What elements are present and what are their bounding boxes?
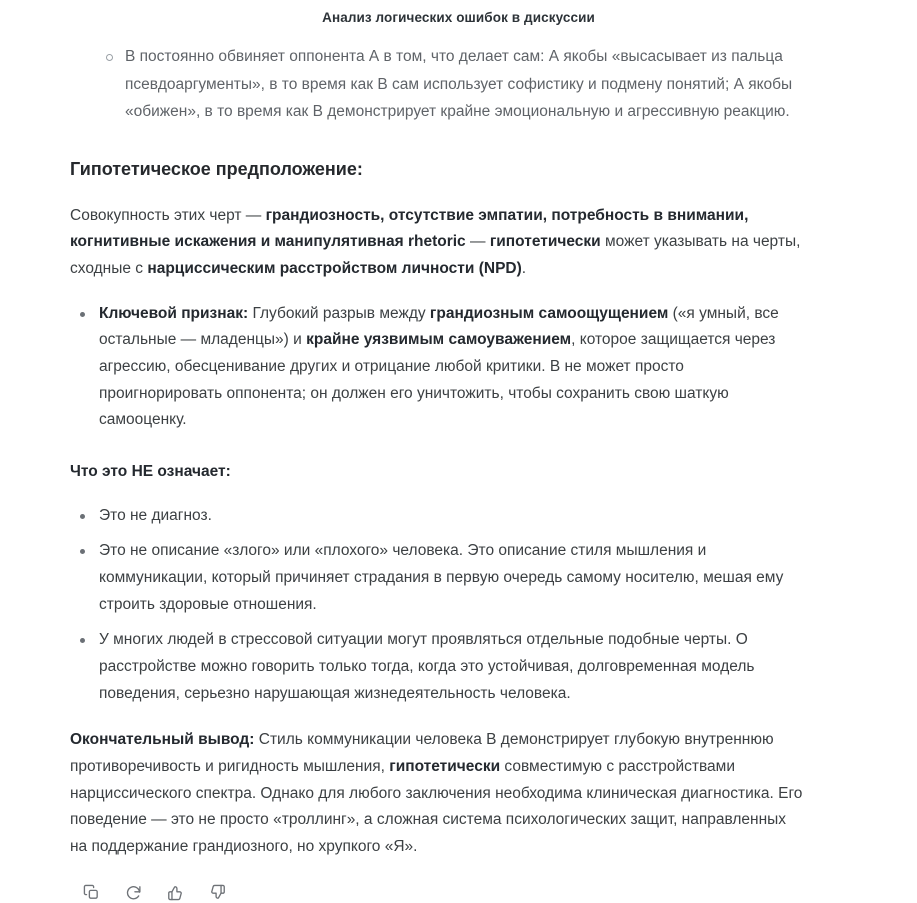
key-sign-list xyxy=(70,301,807,434)
not-means-list xyxy=(70,503,807,708)
hypothesis-text-3: может указывать на черты, сходные с xyxy=(70,233,801,278)
conclusion-text-1: Стиль коммуникации человека В демонстрирует глубокую внутреннюю противоречивость и ригидность мышления, xyxy=(70,731,774,776)
not-means-heading: Что это НЕ означает: xyxy=(70,462,231,480)
regenerate-icon[interactable] xyxy=(123,883,143,903)
hypothesis-text-1: Совокупность этих черт — xyxy=(70,206,266,224)
list-item xyxy=(70,301,807,434)
copy-icon[interactable] xyxy=(81,883,101,903)
conclusion-bold-1: гипотетически xyxy=(389,758,501,776)
key-sign-label: Ключевой признак: xyxy=(99,304,249,322)
list-item: У многих людей в стрессовой ситуации могут проявляться отдельные подобные черты. О расстройстве можно говорить только тогда, когда это устойчивая, долговременная модель поведения, серьезно нарушающая жизнедеятельность человека. xyxy=(70,627,807,707)
thumbs-up-icon[interactable] xyxy=(165,883,185,903)
hypothesis-bold-2: гипотетически xyxy=(489,233,601,251)
conclusion-text-2: совместимую с расстройствами нарциссического спектра. Однако для любого заключения необходима клиническая диагностика. Его поведение — это не просто «троллинг», а сложная система психологических защит, направленных на поддержание грандиозного, но хрупкого «Я». xyxy=(70,758,803,855)
conclusion-label: Окончательный вывод: xyxy=(70,731,255,749)
hypothesis-text-4: . xyxy=(521,260,527,278)
key-sign-text-3: , которое защищается через агрессию, обесценивание других и отрицание любой критики. В не может просто проигнорировать оппонента; он должен его уничтожить, чтобы сохранить свою шаткую самооценку. xyxy=(99,331,776,429)
conclusion-paragraph xyxy=(70,727,807,860)
thumbs-down-icon[interactable] xyxy=(207,883,227,903)
hypothesis-bold-1: грандиозность, отсутствие эмпатии, потребность в внимании, когнитивные искажения и манипулятивная rhetoric xyxy=(70,206,749,251)
message-actions-toolbar xyxy=(70,861,807,903)
key-sign-text-2: («я умный, все остальные — младенцы») и xyxy=(99,304,779,349)
key-sign-text-1: Глубокий разрыв между xyxy=(248,304,430,322)
key-sign-bold-1: грандиозным самоощущением xyxy=(429,304,669,322)
quoted-text: В постоянно обвиняет оппонента А в том, что делает сам: А якобы «высасывает из пальца псевдоаргументы», в то время как В сам использует софистику и подмену понятий; А якобы «обижен», в то время как В демонстрирует крайне эмоциональную и агрессивную реакцию. xyxy=(125,48,793,121)
hypothesis-text-2: — xyxy=(465,233,490,251)
circle-bullet-icon xyxy=(106,54,113,61)
hypothesis-heading: Гипотетическое предположение: xyxy=(70,158,363,179)
list-item: Это не описание «злого» или «плохого» человека. Это описание стиля мышления и коммуникации, который причиняет страдания в первую очередь самому носителю, мешая ему строить здоровые отношения. xyxy=(70,538,807,618)
document-content xyxy=(0,25,917,903)
hypothesis-paragraph xyxy=(70,203,807,283)
list-item: Это не диагноз. xyxy=(70,503,807,530)
key-sign-bold-2: крайне уязвимым самоуважением xyxy=(306,331,572,349)
page-title: Анализ логических ошибок в дискуссии xyxy=(322,10,595,25)
hypothesis-bold-3: нарциссическим расстройством личности (NPD) xyxy=(147,260,522,278)
quoted-list-item xyxy=(70,43,807,126)
